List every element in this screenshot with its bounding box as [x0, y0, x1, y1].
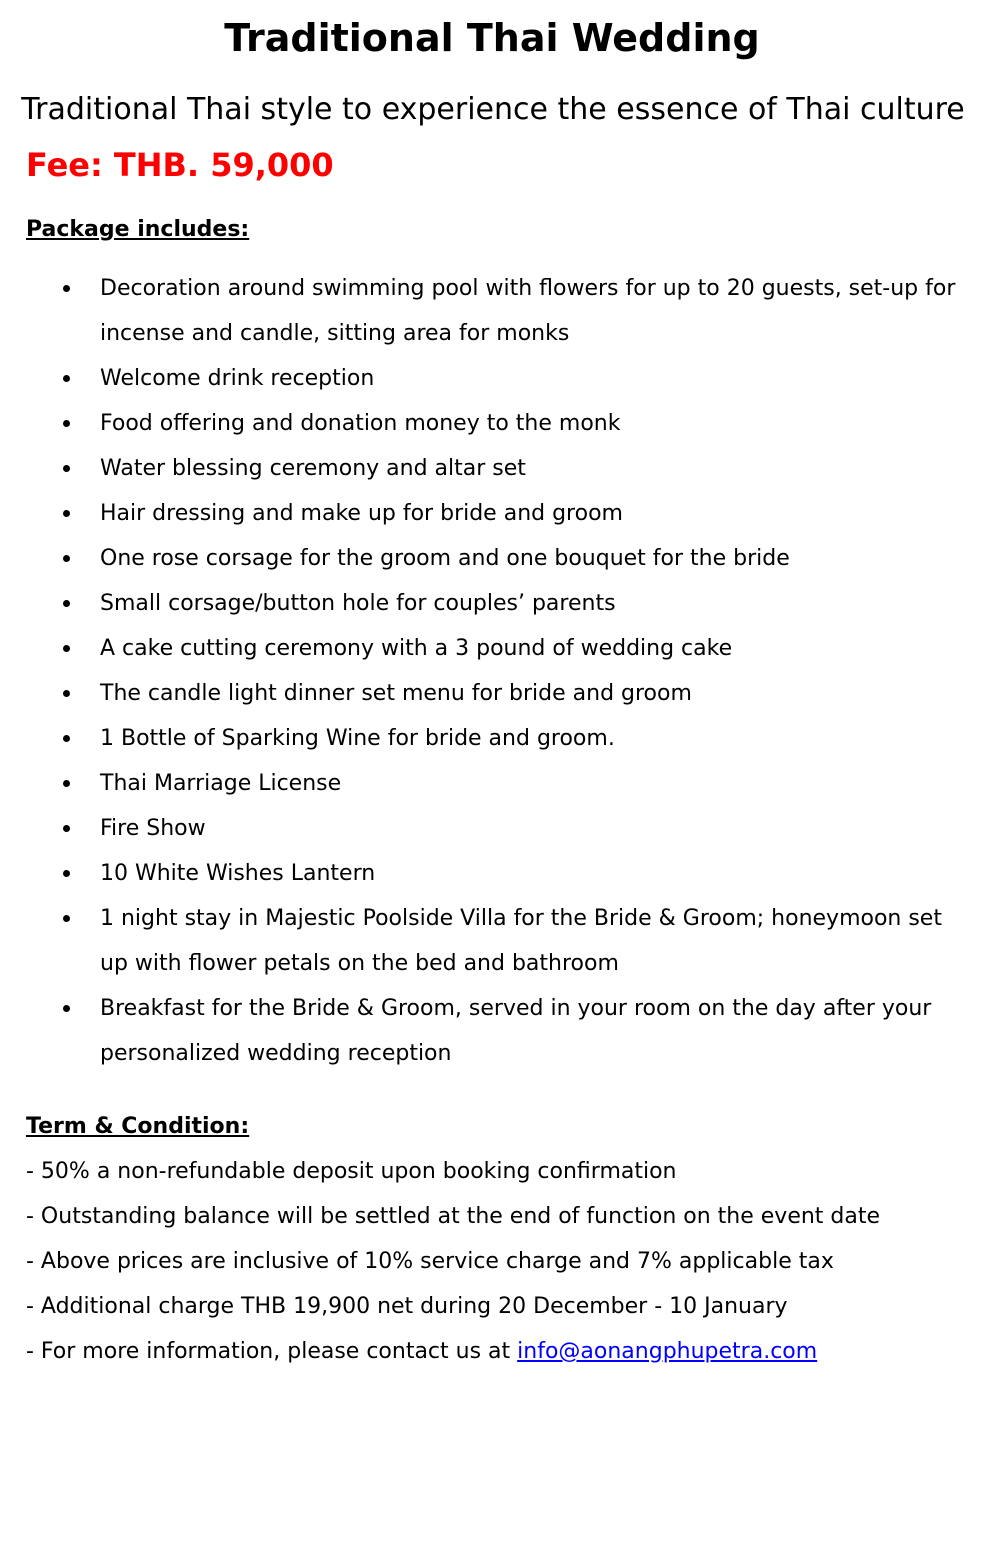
- bullet-icon: [63, 600, 70, 607]
- bullet-icon: [63, 555, 70, 562]
- bullet-icon: [63, 375, 70, 382]
- list-item: [0, 581, 960, 626]
- list-item: [0, 491, 960, 536]
- list-item: [0, 356, 960, 401]
- list-item-text: 10 White Wishes Lantern: [100, 861, 376, 886]
- package-items-list: [0, 266, 1000, 1076]
- list-item: [0, 896, 960, 986]
- bullet-icon: [63, 465, 70, 472]
- package-includes-heading: Package includes:: [26, 217, 250, 242]
- list-item-text: Hair dressing and make up for bride and groom: [100, 501, 623, 526]
- list-item-text: Thai Marriage License: [100, 771, 342, 796]
- list-item: [0, 671, 960, 716]
- contact-line: [26, 1329, 976, 1374]
- list-item-text: The candle light dinner set menu for bride and groom: [100, 681, 692, 706]
- terms-heading: Term & Condition:: [26, 1114, 250, 1139]
- list-item: [0, 986, 960, 1076]
- term-line: - Outstanding balance will be settled at the end of function on the event date: [26, 1204, 881, 1229]
- bullet-icon: [63, 915, 70, 922]
- list-item: [0, 266, 960, 356]
- list-item-text: Welcome drink reception: [100, 366, 375, 391]
- bullet-icon: [63, 870, 70, 877]
- contact-email-link[interactable]: info@aonangphupetra.com: [517, 1339, 818, 1364]
- contact-prefix: - For more information, please contact us at: [26, 1339, 518, 1364]
- list-item-text: A cake cutting ceremony with a 3 pound of wedding cake: [100, 636, 733, 661]
- list-item-text: One rose corsage for the groom and one bouquet for the bride: [100, 546, 790, 571]
- term-line: - Above prices are inclusive of 10% service charge and 7% applicable tax: [26, 1249, 834, 1274]
- fee-price: Fee: THB. 59,000: [26, 146, 334, 184]
- list-item-text: 1 night stay in Majestic Poolside Villa for the Bride & Groom; honeymoon set up with flower petals on the bed and bathroom: [100, 906, 942, 976]
- bullet-icon: [63, 735, 70, 742]
- list-item: [0, 716, 960, 761]
- list-item-text: Small corsage/button hole for couples’ parents: [100, 591, 616, 616]
- list-item-text: Water blessing ceremony and altar set: [100, 456, 526, 481]
- list-item: [0, 806, 960, 851]
- list-item-text: 1 Bottle of Sparking Wine for bride and groom.: [100, 726, 615, 751]
- list-item-text: Breakfast for the Bride & Groom, served in your room on the day after your personalized wedding reception: [100, 996, 932, 1066]
- list-item-text: Decoration around swimming pool with flowers for up to 20 guests, set-up for incense and candle, sitting area for monks: [100, 276, 956, 346]
- bullet-icon: [63, 420, 70, 427]
- list-item-text: Food offering and donation money to the monk: [100, 411, 621, 436]
- bullet-icon: [63, 645, 70, 652]
- bullet-icon: [63, 825, 70, 832]
- page-title: Traditional Thai Wedding: [224, 16, 760, 60]
- list-item-text: Fire Show: [100, 816, 206, 841]
- list-item: [0, 761, 960, 806]
- list-item: [0, 446, 960, 491]
- list-item: [0, 536, 960, 581]
- list-item: [0, 626, 960, 671]
- list-item: [0, 851, 960, 896]
- bullet-icon: [63, 1005, 70, 1012]
- list-item: [0, 401, 960, 446]
- terms-list: [26, 1149, 976, 1374]
- bullet-icon: [63, 690, 70, 697]
- bullet-icon: [63, 510, 70, 517]
- term-line: - 50% a non-refundable deposit upon booking confirmation: [26, 1159, 677, 1184]
- term-line: - Additional charge THB 19,900 net during 20 December - 10 January: [26, 1294, 788, 1319]
- page-subtitle: Traditional Thai style to experience the essence of Thai culture: [21, 92, 965, 127]
- bullet-icon: [63, 285, 70, 292]
- bullet-icon: [63, 780, 70, 787]
